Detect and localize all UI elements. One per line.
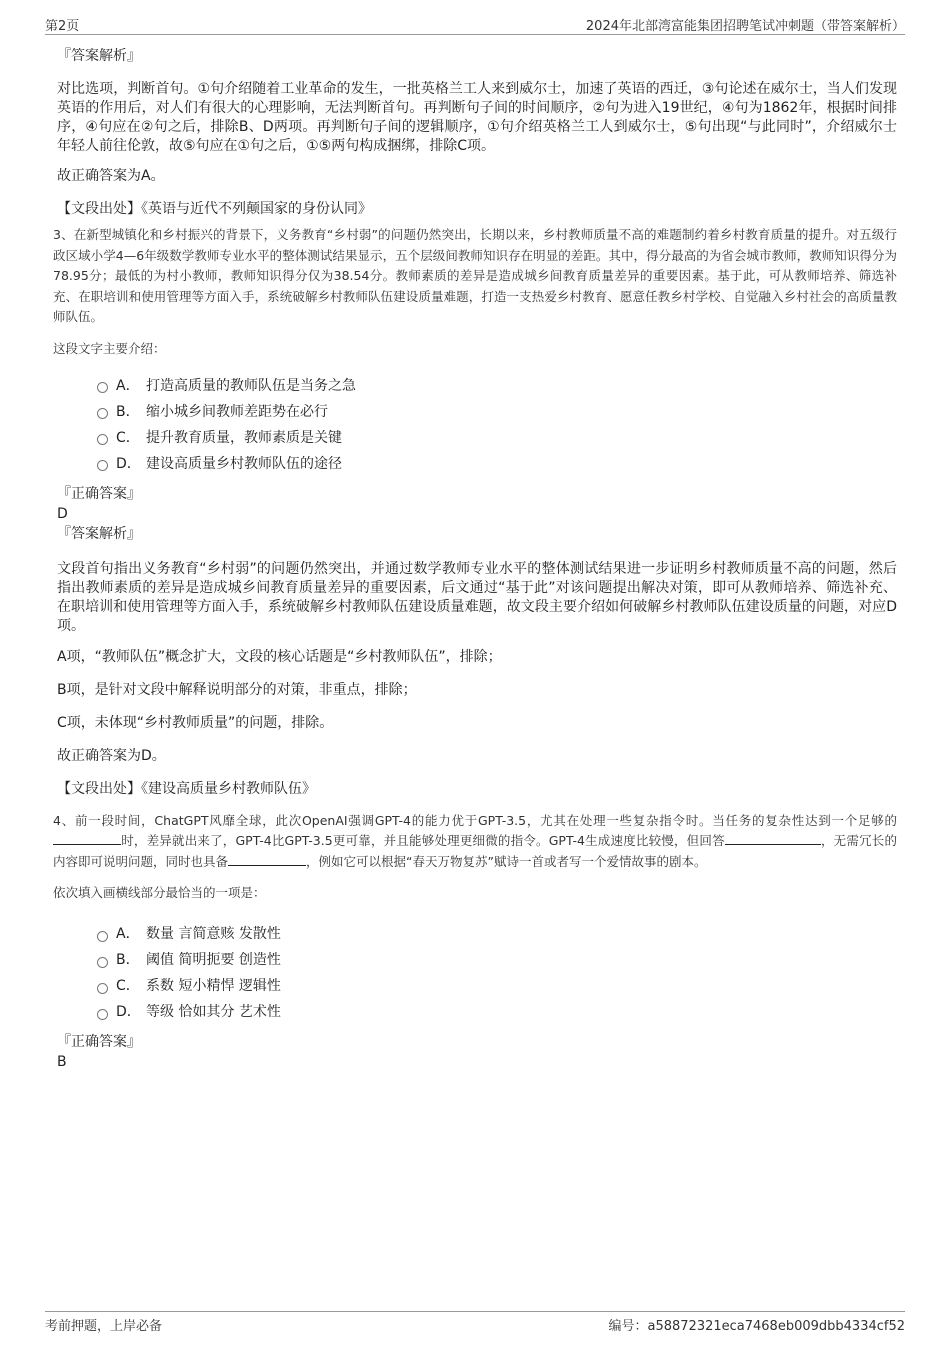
q3-source <box>57 779 897 799</box>
page-content <box>53 46 897 1072</box>
q3-option-d[interactable]: D． 建设高质量乡村教师队伍的途径 <box>97 450 897 476</box>
q3-source-title: 《建设高质量乡村教师队伍》 <box>141 780 316 797</box>
radio-icon[interactable] <box>97 931 108 942</box>
analysis-label: 『答案解析』 <box>57 525 141 542</box>
radio-icon[interactable] <box>97 434 108 445</box>
option-text: 系数 短小精悍 逻辑性 <box>146 978 281 994</box>
page-header <box>45 14 905 35</box>
radio-icon[interactable] <box>97 1009 108 1020</box>
option-text: 打造高质量的教师队伍是当务之急 <box>146 377 356 394</box>
analysis-label: 『答案解析』 <box>57 48 141 64</box>
q4-options <box>57 920 897 1024</box>
q3-option-b[interactable]: B． 缩小城乡间教师差距势在必行 <box>97 398 897 424</box>
fill-blank-2[interactable] <box>725 832 821 845</box>
option-text: 等级 恰如其分 艺术性 <box>146 1004 281 1020</box>
correct-answer-label: 『正确答案』 <box>57 485 141 502</box>
radio-icon[interactable] <box>97 408 108 419</box>
document-serial: 编号：a58872321eca7468eb009dbb4334cf52 <box>608 1319 905 1334</box>
page-footer <box>45 1311 905 1332</box>
option-text: 提升教育质量，教师素质是关键 <box>146 429 342 446</box>
q4-option-a[interactable]: A． 数量 言简意赅 发散性 <box>97 920 897 946</box>
document-title: 2024年北部湾富能集团招聘笔试冲刺题（带答案解析） <box>585 19 905 34</box>
q3-answer: D <box>57 505 68 522</box>
radio-icon[interactable] <box>97 460 108 471</box>
q3-analysis-text: 文段首句指出义务教育“乡村弱”的问题仍然突出，并通过数学教师专业水平的整体测试结果进一步证明乡村教师质量不高的问题，然后指出教师素质的差异是造成城乡间教育质量差异的重要因素，后文通过“基于此”对该问题提出解决对策，即可从教师培养、筛选补充、在职培训和使用管理等方面入手，系统破解乡村教师队伍建设质量难题，故文段主要介绍如何破解乡村教师队伍建设质量的问题，对应D项。 <box>57 560 897 634</box>
radio-icon[interactable] <box>97 983 108 994</box>
q4-text: 4、前一段时间，ChatGPT风靡全球，此次OpenAI强调GPT-4的能力优于GPT-3.5，尤其在处理一些复杂指令时。当任务的复杂性达到一个足够的时，差异就出来了，GPT-4比GPT-3.5更可靠，并且能够处理更细微的指令。GPT-4生成速度比较慢，但回答 ，无需冗长的内容即可说明问题，同时也具备 ，例如它可以根据“春天万物复苏”赋诗一首或者写一个爱情故事的剧本。 <box>53 812 897 869</box>
correct-answer-label: 『正确答案』 <box>57 1034 141 1050</box>
radio-icon[interactable] <box>97 382 108 393</box>
q3-explain-b: B项，是针对文段中解释说明部分的对策，非重点，排除； <box>57 681 417 698</box>
option-text: 缩小城乡间教师差距势在必行 <box>146 403 328 420</box>
q4-option-c[interactable]: C． 系数 短小精悍 逻辑性 <box>97 972 897 998</box>
q3-option-c[interactable]: C． 提升教育质量，教师素质是关键 <box>97 424 897 450</box>
q2-conclusion: 故正确答案为A。 <box>57 168 165 184</box>
option-text: 建设高质量乡村教师队伍的途径 <box>146 455 342 472</box>
fill-blank-3[interactable] <box>228 853 306 866</box>
q4-prompt: 依次填入画横线部分最恰当的一项是： <box>53 885 266 900</box>
page-number: 第2页 <box>45 19 80 34</box>
source-prefix: 【文段出处】 <box>57 780 141 797</box>
q4-option-d[interactable]: D． 等级 恰如其分 艺术性 <box>97 998 897 1024</box>
q3-option-a[interactable]: A． 打造高质量的教师队伍是当务之急 <box>97 372 897 398</box>
q4-answer: B <box>57 1054 67 1070</box>
footer-slogan: 考前押题，上岸必备 <box>45 1319 163 1334</box>
radio-icon[interactable] <box>97 957 108 968</box>
q4-option-b[interactable]: B． 阈值 简明扼要 创造性 <box>97 946 897 972</box>
q2-source <box>57 199 897 219</box>
q3-options <box>57 372 897 476</box>
q3-text: 3、在新型城镇化和乡村振兴的背景下，义务教育“乡村弱”的问题仍然突出，长期以来，乡村教师质量不高的难题制约着乡村教育质量的提升。对五级行政区域小学4—6年级数学教师专业水平的整体测试结果显示，五个层级间教师知识存在明显的差距。其中，得分最高的为省会城市教师，教师知识得分为78.95分；最低的为村小教师，教师知识得分仅为38.54分。教师素质的差异是造成城乡间教育质量差异的重要因素。基于此，可从教师培养、筛选补充、在职培训和使用管理等方面入手，系统破解乡村教师队伍建设质量难题，打造一支热爱乡村教育、愿意任教乡村学校、自觉融入乡村社会的高质量教师队伍。 <box>53 227 897 324</box>
option-text: 数量 言简意赅 发散性 <box>146 926 281 942</box>
option-text: 阈值 简明扼要 创造性 <box>146 952 281 968</box>
fill-blank-1[interactable] <box>53 832 121 845</box>
q2-analysis-text: 对比选项，判断首句。①句介绍随着工业革命的发生，一批英格兰工人来到威尔士，加速了英语的西迁，③句论述在威尔士，当人们发现英语的作用后，对人们有很大的心理影响，无法判断首句。再判断句子间的时间顺序，②句为进入19世纪，④句为1862年，根据时间排序，④句应在②句之后，排除B、D两项。再判断句子间的逻辑顺序，①句介绍英格兰工人到威尔士，⑤句出现“与此同时”，介绍威尔士年轻人前往伦敦，故⑤句应在①句之后，①⑤两句构成捆绑，排除C项。 <box>57 81 897 154</box>
q3-explain-a: A项，“教师队伍”概念扩大，文段的核心话题是“乡村教师队伍”，排除； <box>57 648 502 665</box>
source-prefix: 【文段出处】 <box>57 201 141 217</box>
q3-prompt: 这段文字主要介绍： <box>53 340 166 356</box>
q2-source-title: 《英语与近代不列颠国家的身份认同》 <box>141 201 372 217</box>
q3-explain-c: C项，未体现“乡村教师质量”的问题，排除。 <box>57 714 334 731</box>
q3-conclusion: 故正确答案为D。 <box>57 747 166 764</box>
